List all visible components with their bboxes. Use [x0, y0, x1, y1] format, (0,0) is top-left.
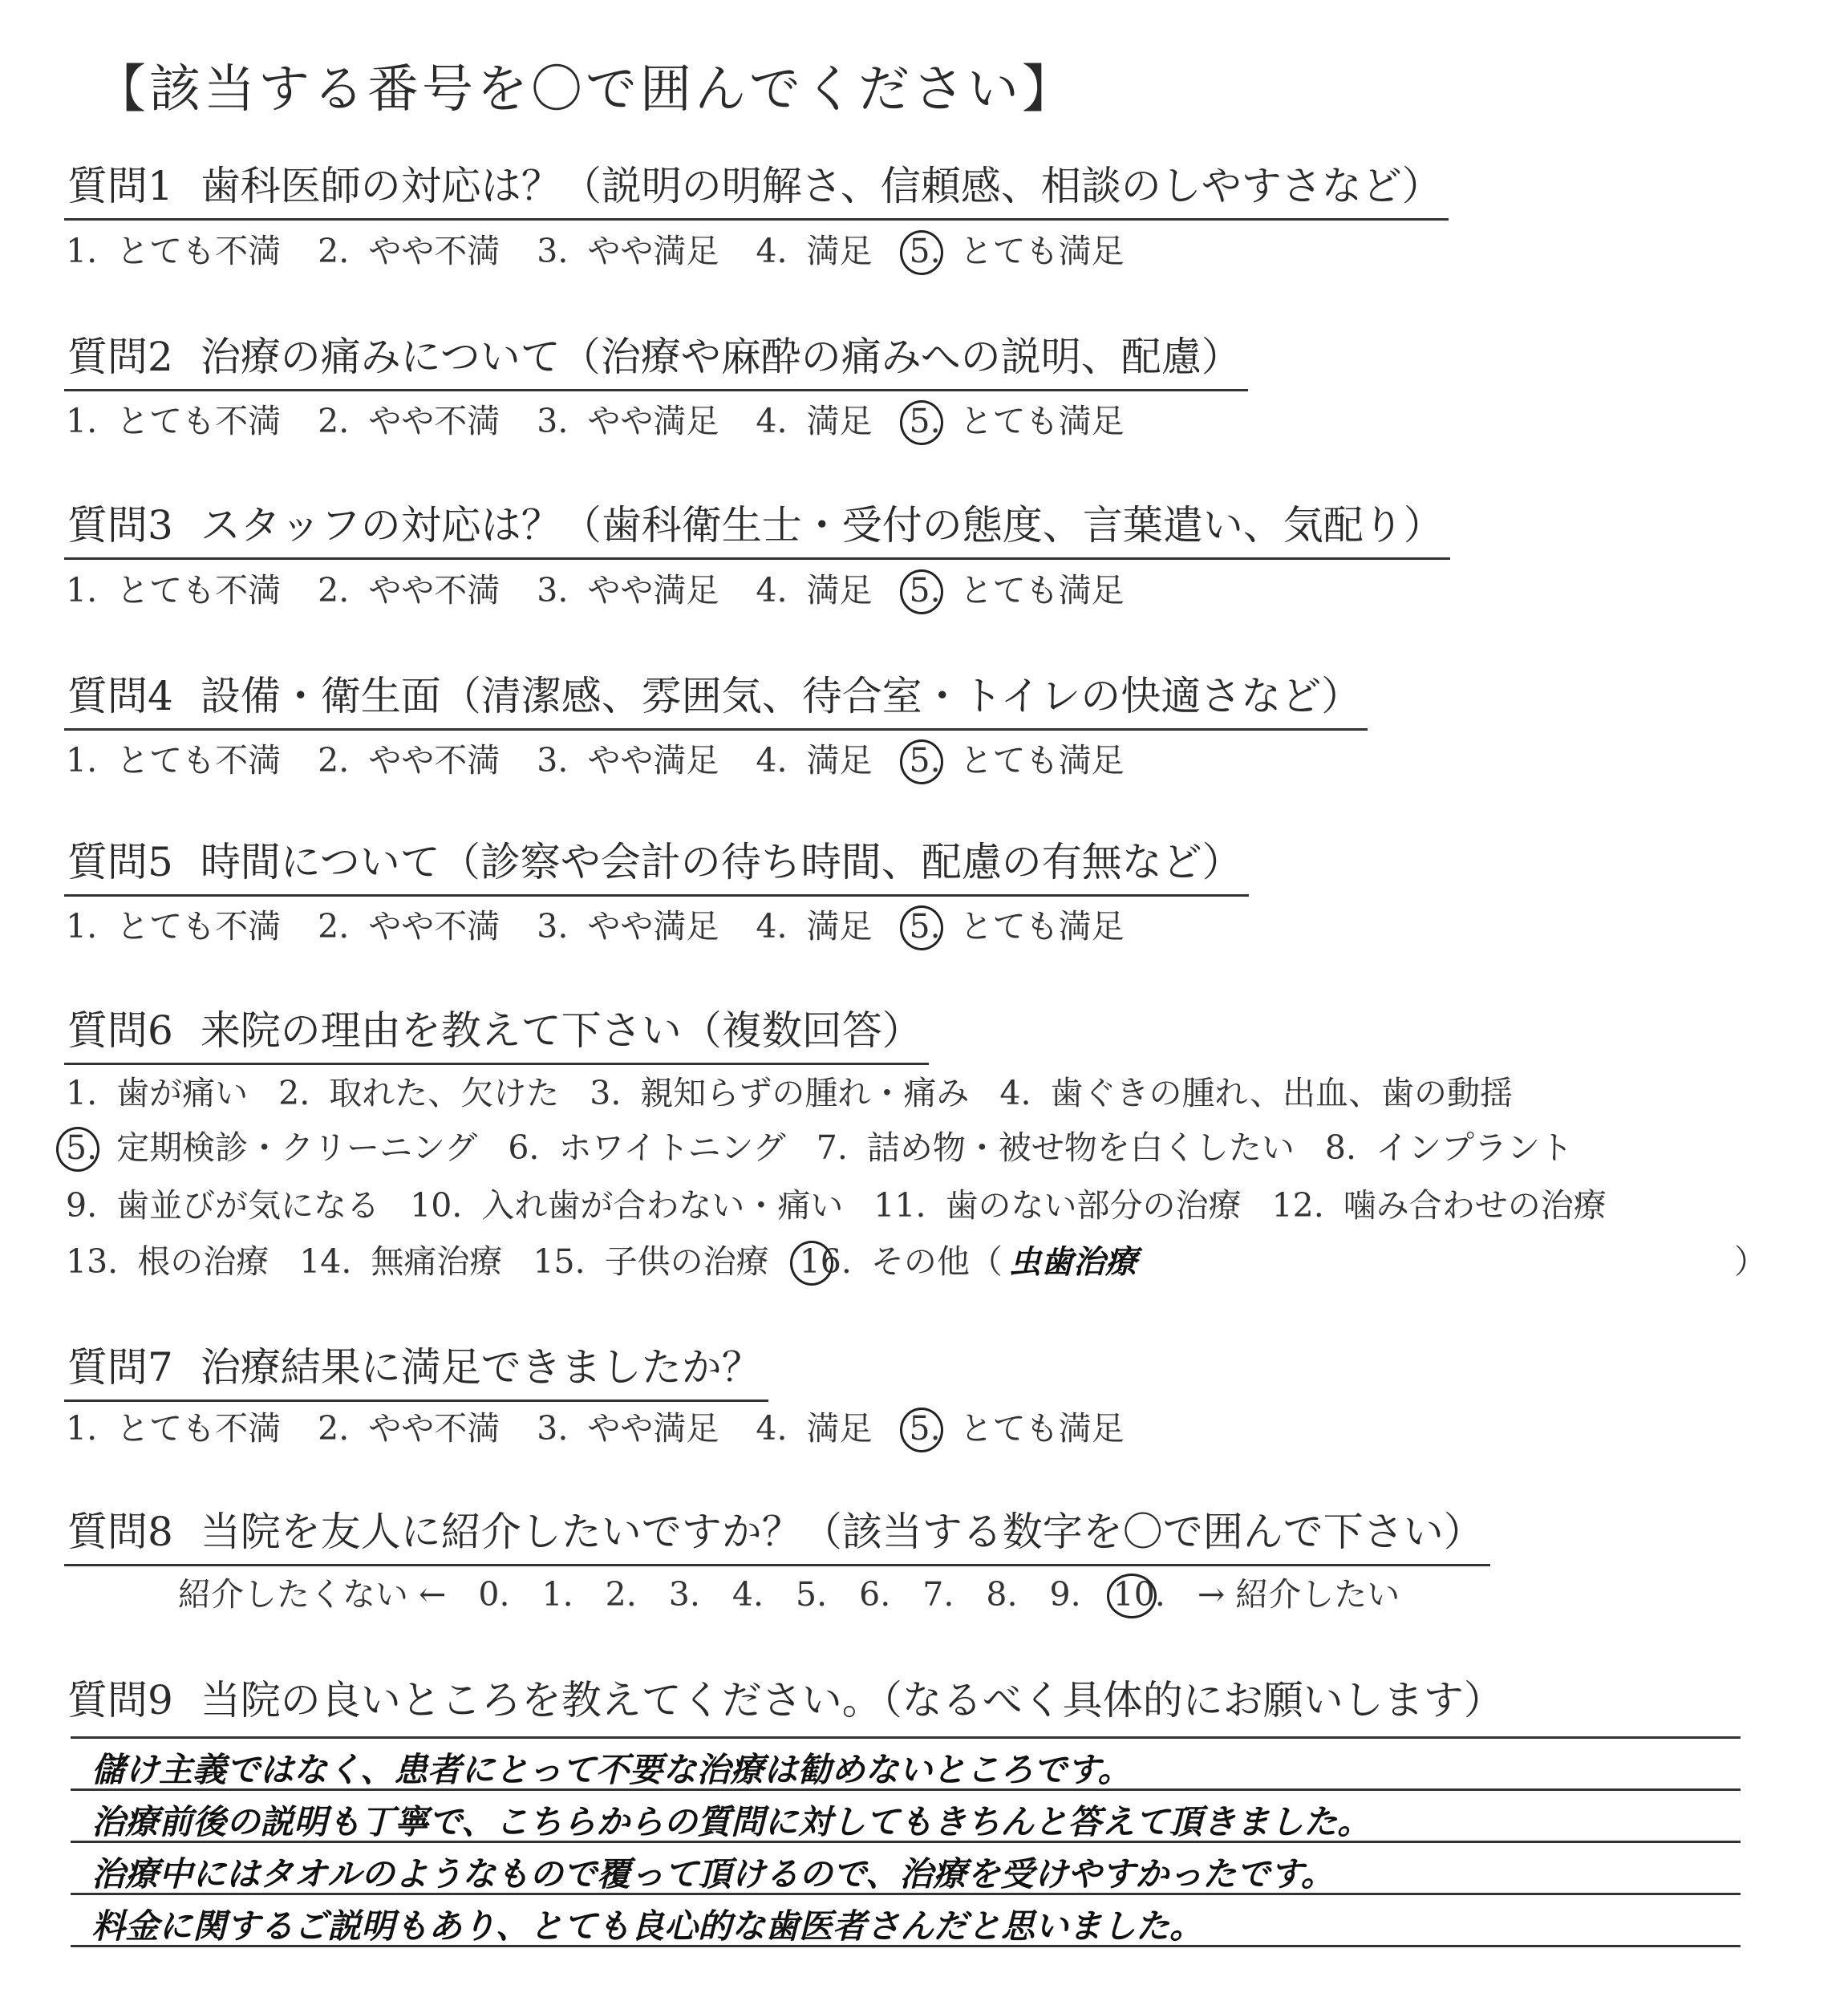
- q6-reason-10[interactable]: 10. 入れ歯が合わない・痛い: [410, 1186, 844, 1225]
- q4-option-2[interactable]: 2. やや不満: [318, 741, 500, 780]
- question-9-answer-area[interactable]: [71, 1736, 1741, 1997]
- question-5-heading: [64, 830, 1249, 897]
- question-9-heading: [64, 1668, 1510, 1732]
- scale-right-label: → 紹介したい: [1197, 1575, 1400, 1614]
- scale-3[interactable]: 3.: [668, 1575, 700, 1614]
- q1-option-3[interactable]: 3. やや満足: [537, 232, 719, 270]
- answer-text-1: 儲け主義ではなく、患者にとって不要な治療は勧めないところです。: [91, 1750, 1132, 1789]
- question-2-options: [66, 395, 1161, 442]
- scale-10-selected[interactable]: 10.: [1112, 1575, 1165, 1614]
- q6-reason-7[interactable]: 7. 詰め物・被せ物を白くしたい: [816, 1128, 1295, 1167]
- q6-reason-11[interactable]: 11. 歯のない部分の治療: [873, 1186, 1242, 1225]
- q6-other-handwritten-answer[interactable]: 虫歯治療: [1008, 1244, 1137, 1281]
- q4-option-1[interactable]: 1. とても不満: [66, 741, 282, 780]
- scale-2[interactable]: 2.: [605, 1575, 637, 1614]
- scale-4[interactable]: 4.: [732, 1575, 764, 1614]
- q4-option-5-selected[interactable]: 5. とても満足: [909, 741, 1125, 780]
- question-7-number: 質問7: [67, 1344, 173, 1391]
- q5-option-5-selected[interactable]: 5. とても満足: [909, 907, 1125, 946]
- question-8-text: 当院を友人に紹介したいですか？（該当する数字を〇で囲んで下さい）: [200, 1509, 1484, 1555]
- q1-option-1[interactable]: 1. とても不満: [66, 232, 282, 270]
- question-5-number: 質問5: [67, 839, 173, 885]
- q6-reason-5-selected[interactable]: 5. 定期検診・クリーニング: [66, 1128, 478, 1167]
- answer-line-3: [71, 1841, 1741, 1893]
- scale-1[interactable]: 1.: [541, 1575, 573, 1614]
- question-7-options: [66, 1402, 1161, 1449]
- q2-option-5-selected[interactable]: 5. とても満足: [909, 402, 1125, 440]
- q6-reason-13[interactable]: 13. 根の治療: [66, 1242, 270, 1281]
- question-7-heading: [64, 1335, 768, 1402]
- question-3-options: [66, 564, 1161, 611]
- q6-reason-1[interactable]: 1. 歯が痛い: [66, 1074, 249, 1112]
- question-3-text: スタッフの対応は？（歯科衛生士・受付の態度、言葉遣い、気配り）: [200, 502, 1444, 549]
- q2-option-1[interactable]: 1. とても不満: [66, 402, 282, 440]
- question-6-row-3: [66, 1179, 1637, 1226]
- q6-reason-6[interactable]: 6. ホワイトニング: [508, 1128, 786, 1167]
- q7-option-2[interactable]: 2. やや不満: [318, 1409, 500, 1448]
- q1-option-2[interactable]: 2. やや不満: [318, 232, 500, 270]
- question-9-number: 質問9: [67, 1677, 173, 1724]
- q6-reason-16-selected[interactable]: 16. その他（: [799, 1242, 1003, 1281]
- q6-reason-8[interactable]: 8. インプラント: [1324, 1128, 1573, 1167]
- answer-line-4: [71, 1893, 1741, 1945]
- question-7-text: 治療結果に満足できましたか？: [200, 1344, 762, 1391]
- q7-option-4[interactable]: 4. 満足: [756, 1409, 873, 1448]
- q3-option-3[interactable]: 3. やや満足: [537, 571, 719, 610]
- q6-reason-9[interactable]: 9. 歯並びが気になる: [66, 1186, 380, 1225]
- q4-option-3[interactable]: 3. やや満足: [537, 741, 719, 780]
- q1-option-5-selected[interactable]: 5. とても満足: [909, 232, 1125, 270]
- scale-7[interactable]: 7.: [922, 1575, 954, 1614]
- question-9-text: 当院の良いところを教えてください。（なるべく具体的にお願いします）: [200, 1677, 1504, 1724]
- scale-6[interactable]: 6.: [859, 1575, 891, 1614]
- question-6-heading: [64, 998, 929, 1065]
- q6-reason-12[interactable]: 12. 噛み合わせの治療: [1271, 1186, 1607, 1225]
- question-6-number: 質問6: [67, 1007, 173, 1054]
- answer-text-3: 治療中にはタオルのようなもので覆って頂けるので、治療を受けやすかったです。: [91, 1854, 1335, 1894]
- q3-option-5-selected[interactable]: 5. とても満足: [909, 571, 1125, 610]
- question-1-number: 質問1: [67, 163, 173, 209]
- question-1-heading: [64, 154, 1449, 221]
- q6-reason-4[interactable]: 4. 歯ぐきの腫れ、出血、歯の動揺: [999, 1074, 1513, 1112]
- q7-option-5-selected[interactable]: 5. とても満足: [909, 1409, 1125, 1448]
- q6-reason-14[interactable]: 14. 無痛治療: [299, 1242, 503, 1281]
- question-3-heading: [64, 493, 1450, 560]
- answer-line-5: [71, 1945, 1741, 1997]
- q5-option-2[interactable]: 2. やや不満: [318, 907, 500, 946]
- q3-option-2[interactable]: 2. やや不満: [318, 571, 500, 610]
- question-8-scale: [178, 1568, 1432, 1615]
- q3-option-4[interactable]: 4. 満足: [756, 571, 873, 610]
- q6-reason-2[interactable]: 2. 取れた、欠けた: [278, 1074, 560, 1112]
- question-6-text: 来院の理由を教えて下さい（複数回答）: [200, 1007, 922, 1054]
- question-8-heading: [64, 1500, 1490, 1566]
- question-2-heading: [64, 325, 1248, 391]
- q7-option-3[interactable]: 3. やや満足: [537, 1409, 719, 1448]
- q2-option-3[interactable]: 3. やや満足: [537, 402, 719, 440]
- q5-option-4[interactable]: 4. 満足: [756, 907, 873, 946]
- q2-option-2[interactable]: 2. やや不満: [318, 402, 500, 440]
- question-6-row-1: [66, 1067, 1543, 1114]
- answer-text-4: 料金に関するご説明もあり、とても良心的な歯医者さんだと思いました。: [91, 1906, 1204, 1946]
- scale-left-label: 紹介したくない ←: [178, 1575, 447, 1614]
- question-5-options: [66, 900, 1161, 947]
- answer-line-2: [71, 1788, 1741, 1841]
- question-4-options: [66, 734, 1161, 781]
- scale-9[interactable]: 9.: [1049, 1575, 1081, 1614]
- question-6-row-4: [66, 1235, 1767, 1282]
- question-1-options: [66, 225, 1161, 272]
- q5-option-1[interactable]: 1. とても不満: [66, 907, 282, 946]
- question-8-number: 質問8: [67, 1509, 173, 1555]
- q7-option-1[interactable]: 1. とても不満: [66, 1409, 282, 1448]
- q4-option-4[interactable]: 4. 満足: [756, 741, 873, 780]
- question-4-text: 設備・衛生面（清潔感、雰囲気、待合室・トイレの快適さなど）: [200, 673, 1362, 719]
- q6-other-close-paren: ）: [1734, 1242, 1767, 1281]
- q5-option-3[interactable]: 3. やや満足: [537, 907, 719, 946]
- question-3-number: 質問3: [67, 502, 173, 549]
- question-2-text: 治療の痛みについて（治療や麻酔の痛みへの説明、配慮）: [200, 334, 1242, 380]
- q1-option-4[interactable]: 4. 満足: [756, 232, 873, 270]
- question-2-number: 質問2: [67, 334, 173, 380]
- answer-line-1: [71, 1736, 1741, 1788]
- scale-8[interactable]: 8.: [986, 1575, 1018, 1614]
- page-title: 【該当する番号を〇で囲んでください】: [95, 60, 1076, 119]
- q6-reason-15[interactable]: 15. 子供の治療: [533, 1242, 769, 1281]
- answer-text-2: 治療前後の説明も丁寧で、こちらからの質問に対してもきちんと答えて頂きました。: [91, 1802, 1372, 1841]
- question-6-row-2: [66, 1121, 1603, 1169]
- question-1-text: 歯科医師の対応は？（説明の明解さ、信頼感、相談のしやすさなど）: [200, 163, 1442, 209]
- q3-option-1[interactable]: 1. とても不満: [66, 571, 282, 610]
- q6-reason-3[interactable]: 3. 親知らずの腫れ・痛み: [590, 1074, 970, 1112]
- question-5-text: 時間について（診察や会計の待ち時間、配慮の有無など）: [200, 839, 1242, 885]
- question-4-heading: [64, 664, 1368, 731]
- q2-option-4[interactable]: 4. 満足: [756, 402, 873, 440]
- question-4-number: 質問4: [67, 673, 173, 719]
- scale-0[interactable]: 0.: [478, 1575, 510, 1614]
- scale-5[interactable]: 5.: [796, 1575, 828, 1614]
